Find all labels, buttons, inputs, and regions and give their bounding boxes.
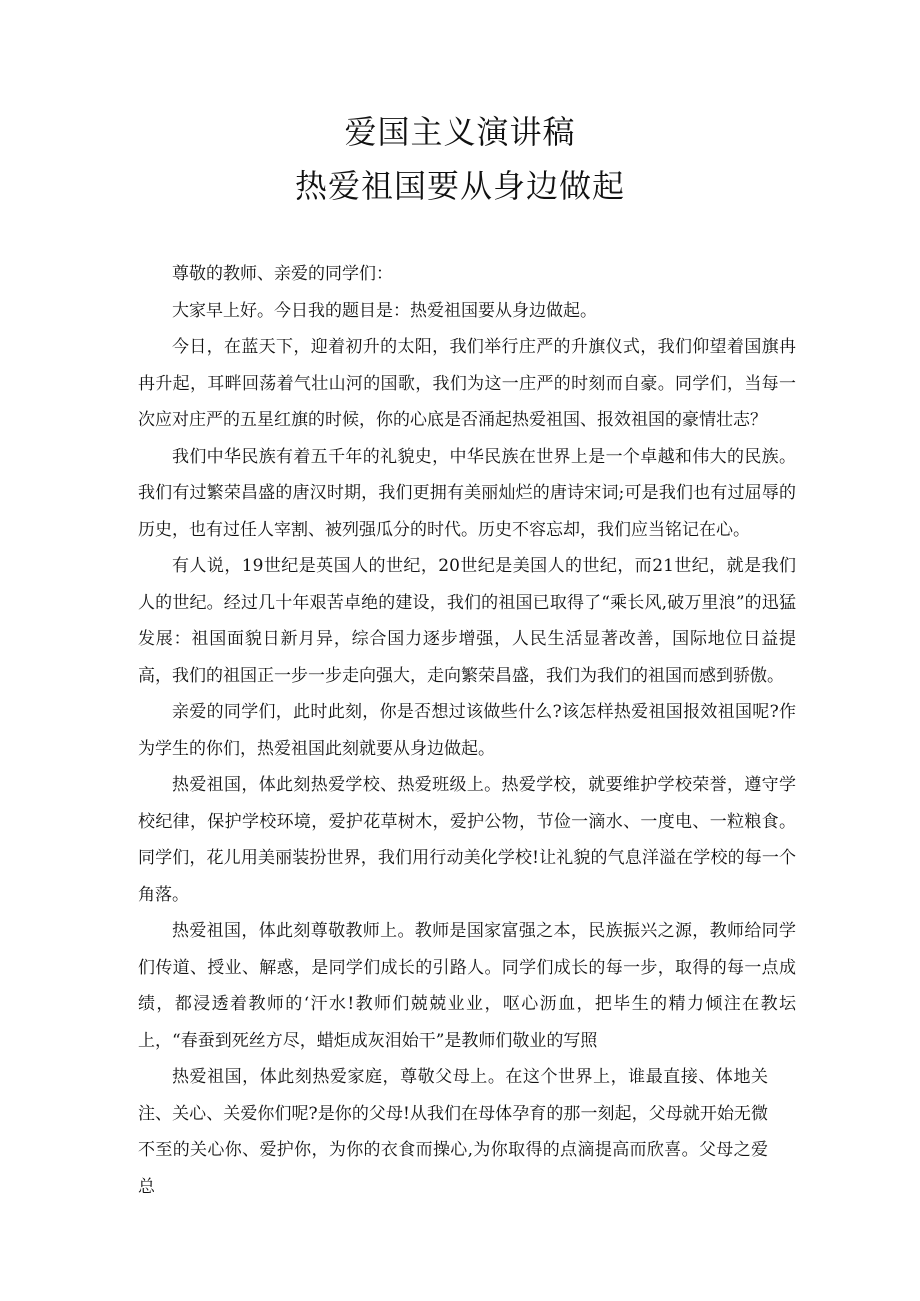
paragraph-school: 热爱祖国，体此刻热爱学校、热爱班级上。热爱学校，就要维护学校荣誉，遵守学校纪律，保护学校环境，爱护花草树木，爱护公物，节俭一滴水、一度电、一粒粮食。同学们，花儿用美丽装扮世界，我们用行动美化学校!让礼貌的气息洋溢在学校的每一个角落。 <box>138 775 796 905</box>
paragraph-question: 亲爱的同学们，此时此刻，你是否想过该做些什么?该怎样热爱祖国报效祖国呢?作为学生的你们，热爱祖国此刻就要从身边做起。 <box>138 702 796 759</box>
paragraph-family: 热爱祖国，体此刻热爱家庭，尊敬父母上。在这个世界上，谁最直接、体地关注、关心、关爱你们呢?是你的父母!从我们在母体孕育的那一刻起，父母就开始无微不至的关心你、爱护你，为你的衣食而操心,为你取得的点滴提高而欣喜。父母之爱总 <box>138 1067 768 1197</box>
document-title: 爱国主义演讲稿 <box>344 113 576 151</box>
paragraph-teachers: 热爱祖国，体此刻尊敬教师上。教师是国家富强之本，民族振兴之源，教师给同学们传道、授业、解惑，是同学们成长的引路人。同学们成长的每一步，取得的每一点成绩，都浸透着教师的‘汗水!教师们兢兢业业，呕心沥血，把毕生的精力倾注在教坛上，“春蚕到死丝方尽，蜡炬成灰泪始干”是教师们敬业的写照 <box>138 921 796 1051</box>
paragraph-flag-ceremony: 今日，在蓝天下，迎着初升的太阳，我们举行庄严的升旗仪式，我们仰望着国旗冉冉升起，耳畔回荡着气壮山河的国歌，我们为这一庄严的时刻而自豪。同学们，当每一次应对庄严的五星红旗的时候，你的心底是否涌起热爱祖国、报效祖国的豪情壮志？ <box>138 337 796 430</box>
paragraph-century: 有人说，19世纪是英国人的世纪，20世纪是美国人的世纪，而21世纪，就是我们人的世纪。经过几十年艰苦卓绝的建设，我们的祖国已取得了“乘长风,破万里浪”的迅猛发展：祖国面貌日新月异，综合国力逐步增强，人民生活显著改善，国际地位日益提高，我们的祖国正一步一步走向强大，走向繁荣昌盛，我们为我们的祖国而感到骄傲。 <box>138 556 796 686</box>
paragraph-history: 我们中华民族有着五千年的礼貌史，中华民族在世界上是一个卓越和伟大的民族。我们有过繁荣昌盛的唐汉时期，我们更拥有美丽灿烂的唐诗宋词;可是我们也有过屈辱的历史，也有过任人宰割、被列强瓜分的时代。历史不容忘却，我们应当铭记在心。 <box>138 446 796 540</box>
paragraph-topic: 大家早上好。今日我的题目是：热爱祖国要从身边做起。 <box>172 300 597 321</box>
paragraph-greeting: 尊敬的教师、亲爱的同学们： <box>172 264 393 284</box>
document-subtitle: 热爱祖国要从身边做起 <box>294 167 625 205</box>
document-body <box>138 256 796 1205</box>
